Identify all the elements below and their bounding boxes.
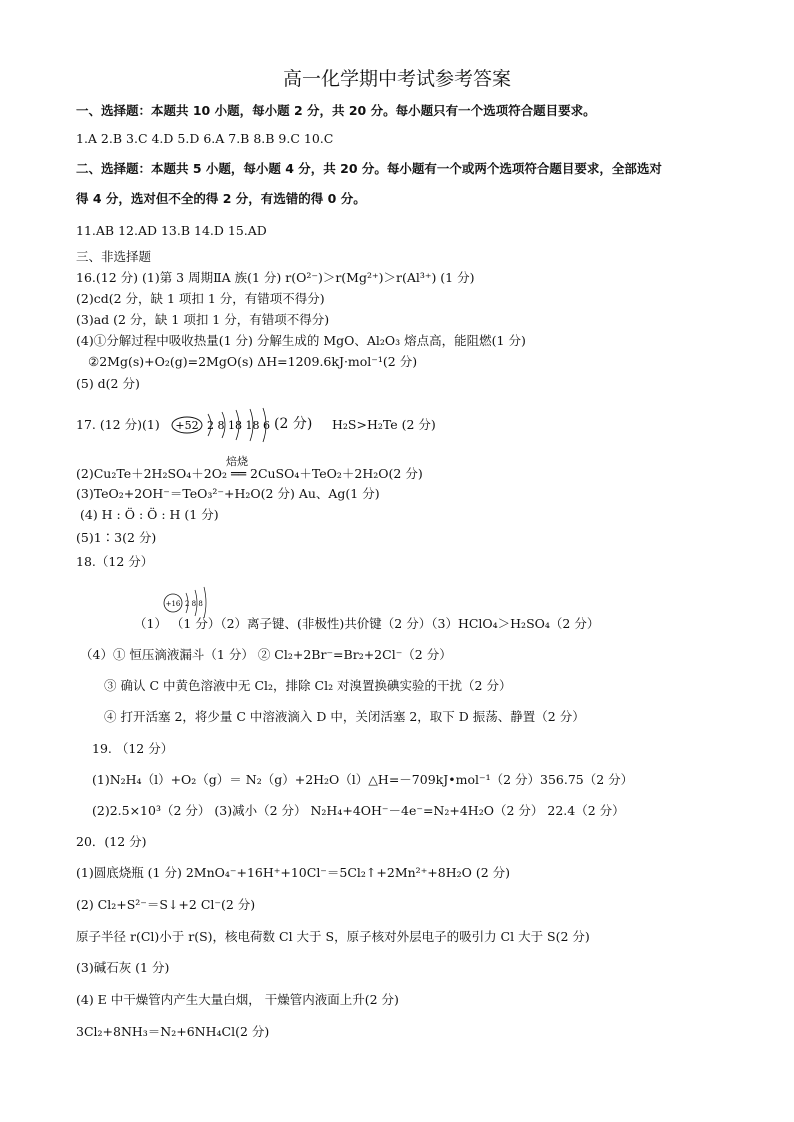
sulfur-atom-diagram	[162, 584, 224, 618]
q18-line5: ④ 打开活塞 2，将少量 C 中溶液滴入 D 中，关闭活塞 2，取下 D 振荡、静置（2 分）	[104, 709, 585, 724]
q17-line3: (3)TeO₂+2OH⁻＝TeO₃²⁻+H₂O(2 分) Au、Ag(1 分)	[76, 486, 380, 501]
q17-line4: (4) H : Ö : Ö : H (1 分)	[80, 507, 219, 522]
q20-line1: 20．(12 分)	[76, 834, 147, 849]
sulfur-structure-icon	[162, 584, 224, 618]
q16-line3: (3)ad (2 分，缺 1 项扣 1 分，有错项不得分)	[76, 312, 330, 327]
q20-line2: (1)圆底烧瓶 (1 分) 2MnO₄⁻+16H⁺+10Cl⁻＝5Cl₂↑+2Mn²⁺+8H₂O (2 分)	[76, 865, 511, 880]
page-title: 高一化学期中考试参考答案	[282, 68, 511, 90]
q20-line3: (2) Cl₂+S²⁻＝S↓+2 Cl⁻(2 分)	[76, 897, 256, 912]
q20-line5: (3)碱石灰 (1 分)	[76, 960, 170, 975]
q18-line4: ③ 确认 C 中黄色溶液中无 Cl₂，排除 Cl₂ 对溴置换碘实验的干扰（2 分）	[104, 678, 512, 693]
q17-reaction-condition: 焙烧	[226, 455, 248, 468]
q16-line4: (4)①分解过程中吸收热量(1 分) 分解生成的 MgO、Al₂O₃ 熔点高，能阻燃(1 分)	[76, 333, 526, 348]
q16-line5: ②2Mg(s)+O₂(g)=2MgO(s) ΔH=1209.6kJ·mol⁻¹(2 分)	[88, 354, 418, 369]
section2-heading-line1: 二、选择题：本题共 5 小题，每小题 4 分，共 20 分。每小题有一个或两个选项符合题目要求，全部选对	[76, 161, 662, 176]
section2-heading-line2: 得 4 分，选对但不全的得 2 分，有选错的得 0 分。	[76, 191, 366, 206]
section1-heading: 一、选择题：本题共 10 小题，每小题 2 分，共 20 分。每小题只有一个选项符合题目要求。	[76, 103, 596, 118]
q17-line2: (2)Cu₂Te＋2H₂SO₄＋2O₂ ══ 2CuSO₄＋TeO₂＋2H₂O(2 分)	[76, 466, 423, 481]
sulfur-nucleus: +16	[165, 600, 181, 608]
q20-line4: 原子半径 r(Cl)小于 r(S)，核电荷数 Cl 大于 S，原子核对外层电子的吸引力 Cl 大于 S(2 分)	[76, 929, 590, 944]
tellurium-structure-icon	[170, 404, 276, 444]
q17-line1-score: (2 分)	[274, 416, 313, 432]
q18-line1: 18.（12 分）	[76, 554, 154, 569]
section1-answers: 1.A 2.B 3.C 4.D 5.D 6.A 7.B 8.B 9.C 10.C	[76, 131, 334, 146]
q19-line1: 19. （12 分）	[92, 741, 174, 756]
q17-line1-label: 17. (12 分)(1)	[76, 417, 160, 432]
q18-line2: （1） （1 分）（2）离子键、(非极性)共价键（2 分）（3）HClO₄＞H₂SO₄（2 分）	[134, 616, 600, 631]
q18-line3: （4）① 恒压滴液漏斗（1 分） ② Cl₂+2Br⁻=Br₂+2Cl⁻（2 分）	[80, 647, 452, 662]
q20-line6: (4) E 中干燥管内产生大量白烟， 干燥管内液面上升(2 分)	[76, 992, 399, 1007]
section3-heading: 三、非选择题	[76, 249, 152, 264]
q19-line2: (1)N₂H₄（l）+O₂（g）＝ N₂（g）+2H₂O（l）△H=－709kJ•mol⁻¹（2 分）356.75（2 分）	[92, 772, 634, 787]
q17-line1-answer: H₂S>H₂Te (2 分)	[332, 417, 436, 432]
q17-line5: (5)1∶3(2 分)	[76, 530, 157, 545]
q20-line7: 3Cl₂+8NH₃＝N₂+6NH₄Cl(2 分)	[76, 1024, 270, 1039]
q16-line2: (2)cd(2 分，缺 1 项扣 1 分，有错项不得分)	[76, 291, 325, 306]
tellurium-shells: 2 8 18 18 6	[207, 419, 270, 432]
section2-answers: 11.AB 12.AD 13.B 14.D 15.AD	[76, 223, 267, 238]
q19-line3: (2)2.5×10³（2 分） (3)减小（2 分） N₂H₄+4OH⁻－4e⁻=N₂+4H₂O（2 分） 22.4（2 分）	[92, 803, 625, 818]
tellurium-nucleus: +52	[175, 419, 199, 432]
sulfur-shells: 2 8 8	[185, 600, 203, 608]
q16-line1: 16.(12 分) (1)第 3 周期ⅡA 族(1 分) r(O²⁻)＞r(Mg²⁺)＞r(Al³⁺) (1 分)	[76, 270, 475, 285]
tellurium-atom-diagram	[170, 404, 276, 444]
q16-line6: (5) d(2 分)	[76, 376, 140, 391]
